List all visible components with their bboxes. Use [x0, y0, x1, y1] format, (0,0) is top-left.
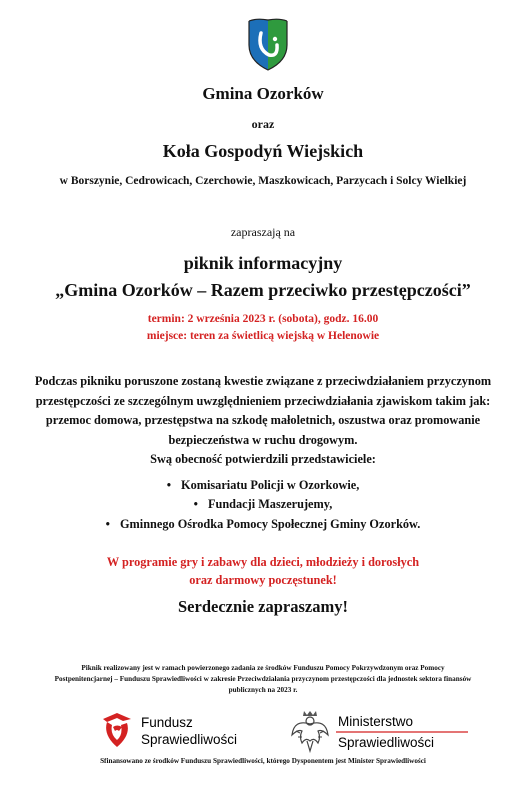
footnote-line: Postpenitencjarnej – Funduszu Sprawiedliwości w zakresie Przeciwdziałania przyczynom przestępczości dla jednostek sektora finansów [54, 675, 472, 683]
event-subtitle: „Gmina Ozorków – Razem przeciwko przestępczości” [55, 280, 471, 300]
co-organizer-name: Koła Gospodyń Wiejskich [162, 141, 364, 161]
and-label: oraz [251, 117, 275, 131]
ministerstwo-sprawiedliwosci-logo [290, 707, 470, 755]
event-location: miejsce: teren za świetlicą wiejską w Helenowie [146, 330, 380, 342]
description-line: Podczas pikniku poruszone zostaną kwestie związane z przeciwdziałaniem przyczynom [34, 374, 492, 388]
footnote-line: publicznych na 2023 r. [228, 686, 298, 694]
event-title: piknik informacyjny [183, 253, 343, 273]
event-date: termin: 2 września 2023 r. (sobota), godz. 16.00 [147, 313, 379, 325]
fundusz-logo-line1: Fundusz [141, 715, 193, 730]
fundusz-logo-line2: Sprawiedliwości [141, 732, 238, 747]
list-item: • Fundacji Maszerujemy, [0, 495, 526, 514]
confirmed-intro: Swą obecność potwierdzili przedstawiciele: [150, 452, 376, 466]
ministerstwo-logo-line2: Sprawiedliwości [338, 735, 435, 750]
fundusz-emblem-icon [103, 713, 131, 747]
program-line: W programie gry i zabawy dla dzieci, młodzieży i dorosłych [106, 555, 420, 569]
description-line: przestępczości ze szczególnym uwzględnieniem przeciwdziałania zjawiskom takim jak: [35, 393, 491, 408]
closing-text: Serdecznie zapraszamy! [178, 597, 348, 616]
list-item: • Gminnego Ośrodka Pomocy Społecznej Gminy Ozorków. [0, 515, 526, 534]
fundusz-sprawiedliwosci-logo [97, 707, 267, 752]
invite-verb: zapraszają na [230, 225, 296, 239]
financing-note: Sfinansowano ze środków Funduszu Sprawiedliwości, którego Dysponentem jest Minister Sprawiedliwości [100, 757, 426, 765]
event-description [14, 372, 512, 450]
list-item: • Komisariatu Policji w Ozorkowie, [0, 476, 526, 495]
description-line: przemoc domowa, przestępstwa na szkodę małoletnich, oszustwa oraz promowanie [45, 413, 481, 428]
description-line: bezpieczeństwa w ruchu drogowym. [168, 432, 358, 447]
ministerstwo-logo-line1: Ministerstwo [338, 714, 414, 729]
footnote-line: Piknik realizowany jest w ramach powierzonego zadania ze środków Funduszu Pomocy Pokrzywdzonym oraz Pomocy [81, 664, 445, 672]
funding-footnote [24, 663, 502, 696]
organizer-name: Gmina Ozorków [202, 84, 324, 103]
villages-list: w Borszynie, Cedrowicach, Czerchowie, Maszkowicach, Parzycach i Solcy Wielkiej [59, 175, 467, 187]
program-note [0, 553, 526, 589]
program-line: oraz darmowy poczęstunek! [189, 573, 337, 587]
gmina-coat-of-arms-icon [245, 15, 291, 73]
white-eagle-emblem-icon [292, 711, 328, 751]
representatives-list [0, 476, 526, 534]
